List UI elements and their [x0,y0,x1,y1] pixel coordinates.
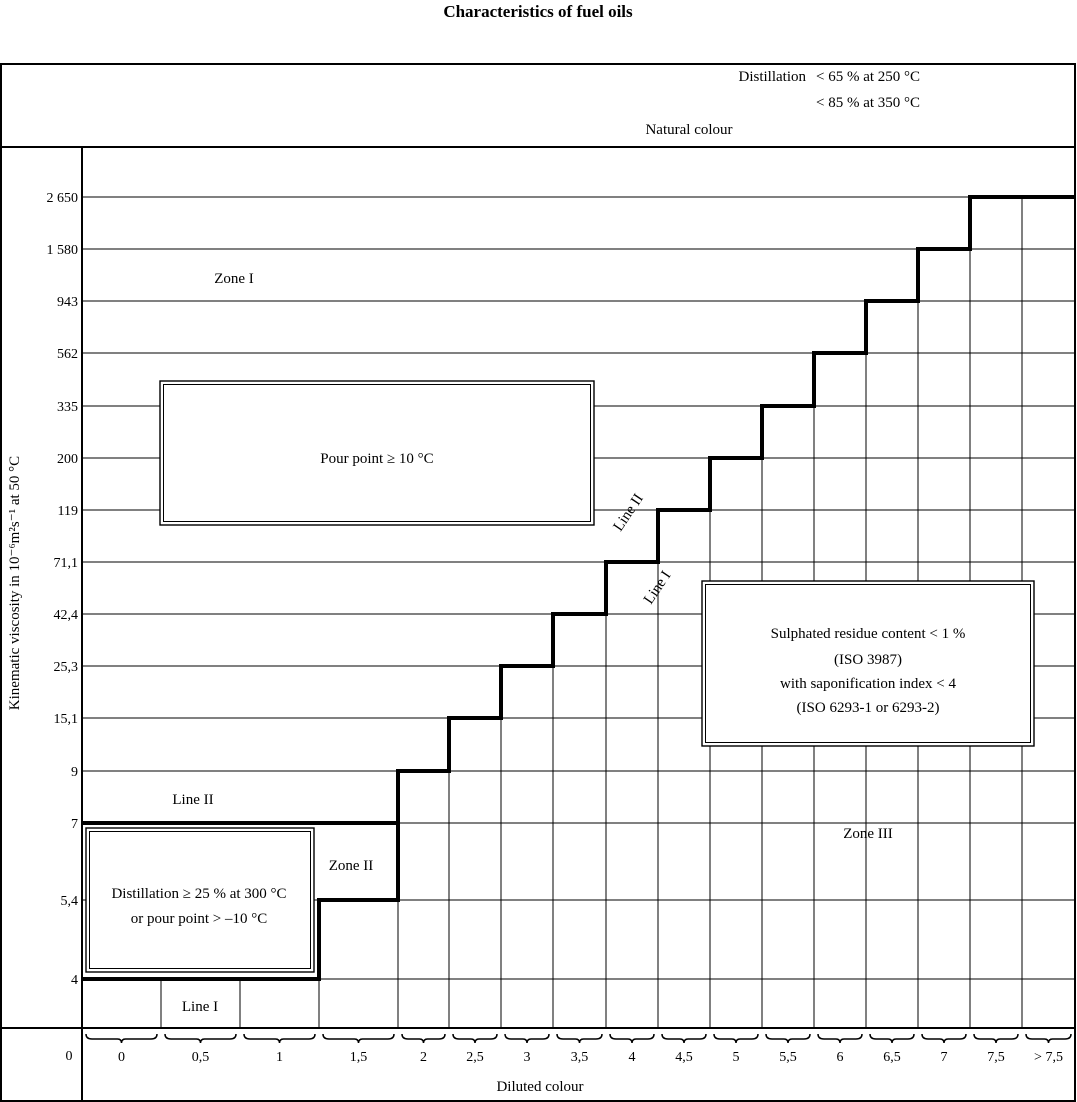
x-tick-labels [86,1034,1071,1065]
y-tick-labels [47,191,79,988]
y-tick-label: 943 [57,295,78,310]
x-tick-label: 3,5 [570,1050,589,1065]
line-1-label-bottom: Line I [181,999,219,1015]
x-tick-brace [165,1034,236,1043]
y-tick-label: 200 [57,452,78,467]
sulphated-box-line-2: (ISO 3987) [834,652,902,668]
y-tick-label: 562 [57,347,78,362]
y-tick-label: 119 [57,504,78,519]
x-tick-label: 5,5 [779,1050,797,1065]
zone-3-label: Zone III [843,826,893,842]
x-tick-label: 2,5 [466,1050,484,1065]
x-tick-brace [662,1034,706,1043]
x-tick-brace [870,1034,914,1043]
y-tick-label: 15,1 [53,712,78,727]
diagram-title: Characteristics of fuel oils [443,2,633,21]
distillation-label: Distillation [738,69,806,85]
x-tick-brace [766,1034,810,1043]
x-tick-label: 1,5 [349,1050,368,1065]
x-tick-label: 7 [940,1050,948,1065]
y-tick-label: 4 [71,973,78,988]
line-2-label-diagonal: Line II [610,491,647,535]
distillation-box-line-2: or pour point > –10 °C [130,911,268,927]
x-tick-brace [557,1034,602,1043]
distillation-line-2: < 85 % at 350 °C [816,95,921,111]
x-axis-label: Diluted colour [496,1079,584,1095]
y-tick-label: 5,4 [60,894,78,909]
line-2-label-bottom: Line II [172,792,214,808]
x-tick-brace [974,1034,1018,1043]
natural-colour-label: Natural colour [645,122,733,138]
y-tick-label: 1 580 [46,243,78,258]
sulphated-box-line-3: with saponification index < 4 [780,676,956,692]
y-tick-label: 2 650 [46,191,78,206]
y-tick-label: 71,1 [53,556,78,571]
pour-point-text: Pour point ≥ 10 °C [320,451,434,467]
y-tick-label: 7 [71,817,78,832]
x-tick-label: 5 [732,1050,740,1065]
x-tick-label: 6 [836,1050,844,1065]
y-tick-label: 9 [71,765,78,780]
sulphated-box-line-4: (ISO 6293-1 or 6293-2) [796,700,940,716]
sulphated-box-line-1: Sulphated residue content < 1 % [770,626,966,642]
x-tick-label: 4,5 [675,1050,693,1065]
x-tick-label: 0 [118,1050,125,1065]
x-tick-label: 3 [523,1050,531,1065]
x-tick-label: > 7,5 [1034,1050,1063,1065]
x-tick-label: 4 [628,1050,636,1065]
zone-1-label: Zone I [214,271,254,287]
x-tick-brace [818,1034,862,1043]
line-1-label-diagonal: Line I [640,568,675,608]
distillation-box-line-1: Distillation ≥ 25 % at 300 °C [111,886,287,902]
y-axis-zero: 0 [65,1049,73,1064]
x-tick-brace [505,1034,549,1043]
x-tick-brace [323,1034,394,1043]
x-tick-label: 0,5 [191,1050,210,1065]
x-tick-label: 7,5 [987,1050,1005,1065]
x-tick-brace [714,1034,758,1043]
y-tick-label: 25,3 [53,660,78,675]
x-tick-brace [244,1034,315,1043]
x-tick-brace [453,1034,497,1043]
x-tick-label: 1 [276,1050,283,1065]
x-tick-brace [1026,1034,1071,1043]
distillation-line-1: < 65 % at 250 °C [816,69,921,85]
y-tick-label: 42,4 [53,608,78,623]
y-axis-label: Kinematic viscosity in 10⁻⁶m²s⁻¹ at 50 °C [7,455,23,711]
zone-2-label: Zone II [328,858,374,874]
x-tick-brace [402,1034,445,1043]
x-tick-brace [922,1034,966,1043]
y-tick-label: 335 [57,400,78,415]
x-tick-brace [86,1034,157,1043]
x-tick-brace [610,1034,654,1043]
x-tick-label: 6,5 [883,1050,901,1065]
x-tick-label: 2 [420,1050,427,1065]
